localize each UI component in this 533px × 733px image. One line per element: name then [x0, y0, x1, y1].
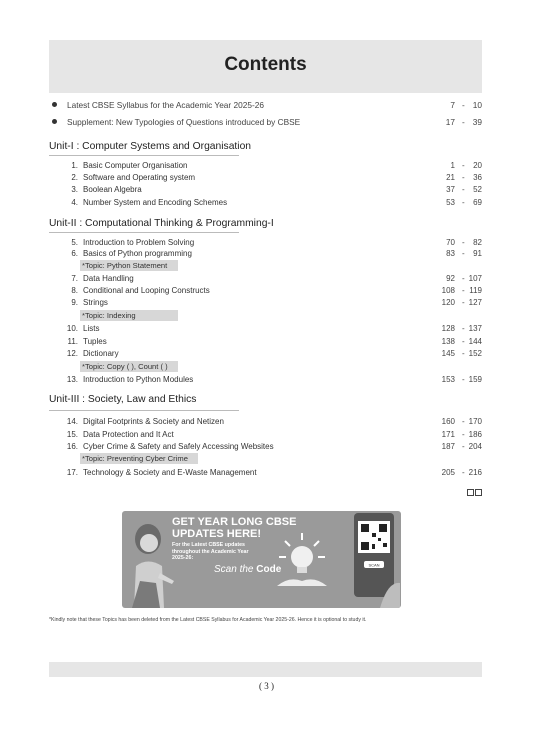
chapter-title: Digital Footprints & Society and Netizen [83, 417, 224, 426]
intro-item-supplement[interactable]: Supplement: New Typologies of Questions introduced by CBSE 17 - 39 [52, 116, 482, 128]
chapter-row-13[interactable]: 13. Introduction to Python Modules 153 - 159 [66, 375, 482, 384]
chapter-title: Number System and Encoding Schemes [83, 198, 228, 207]
chapter-row-17[interactable]: 17. Technology & Society and E-Waste Management 205 - 216 [66, 468, 482, 477]
bullet-icon [52, 102, 57, 107]
chapter-row-2[interactable]: 2. Software and Operating system 21 - 36 [71, 173, 482, 182]
qr-phone-icon [350, 511, 400, 608]
girl-illustration-icon [126, 521, 176, 608]
chapter-row-9[interactable]: 9. Strings 120 - 127 [71, 298, 482, 307]
chapter-row-4[interactable]: 4. Number System and Encoding Schemes 53 - 69 [71, 198, 482, 207]
chapter-title: Basic Computer Organisation [83, 161, 188, 170]
unit-divider [49, 410, 239, 411]
page-title: Contents [224, 54, 307, 75]
unit-divider [49, 232, 239, 233]
unit-heading-2: Unit-II : Computational Thinking & Programming-I [49, 218, 274, 229]
deleted-topic-badge: *Topic: Preventing Cyber Crime [80, 453, 198, 464]
chapter-title: Basics of Python programming [83, 249, 192, 258]
chapter-row-11[interactable]: 11. Tuples 138 - 144 [67, 337, 482, 346]
chapter-title: Strings [83, 298, 108, 307]
chapter-row-8[interactable]: 8. Conditional and Looping Constructs 108 - 119 [71, 286, 482, 295]
chapter-row-5[interactable]: 5. Introduction to Problem Solving 70 - 82 [71, 238, 482, 247]
deleted-topic-badge: *Topic: Copy ( ), Count ( ) [80, 361, 178, 372]
chapter-title: Lists [83, 324, 100, 333]
chapter-row-16[interactable]: 16. Cyber Crime & Safety and Safely Accessing Websites 187 - 204 [66, 442, 482, 451]
chapter-row-1[interactable]: 1. Basic Computer Organisation 1 - 20 [71, 161, 482, 170]
unit-heading-1: Unit-I : Computer Systems and Organisation [49, 141, 252, 152]
chapter-title: Introduction to Python Modules [83, 375, 194, 384]
intro-label: Latest CBSE Syllabus for the Academic Year 2025-26 [67, 100, 264, 110]
cbse-updates-banner[interactable] [122, 511, 401, 608]
scan-code-text: Scan the Code [214, 564, 282, 575]
chapter-row-7[interactable]: 7. Data Handling 92 - 107 [71, 274, 482, 283]
unit-divider [49, 155, 239, 156]
chapter-title: Data Protection and It Act [83, 430, 174, 439]
page-number: ( 3 ) [259, 681, 274, 691]
scan-button-label: SCAN [368, 562, 380, 568]
chapter-row-3[interactable]: 3. Boolean Algebra 37 - 52 [71, 185, 482, 194]
footer-band [49, 662, 482, 677]
chapter-title: Technology & Society and E-Waste Management [83, 468, 257, 477]
deleted-topic-badge: *Topic: Indexing [80, 310, 178, 321]
chapter-title: Software and Operating system [83, 173, 196, 182]
chapter-row-10[interactable]: 10. Lists 128 - 137 [66, 324, 482, 333]
chapter-title: Boolean Algebra [83, 185, 142, 194]
end-of-section-mark [467, 483, 483, 491]
lightbulb-icon [277, 531, 327, 586]
banner-title: GET YEAR LONG CBSE UPDATES HERE! [172, 516, 297, 540]
chapter-title: Tuples [83, 337, 107, 346]
header-band [49, 40, 482, 93]
unit-heading-3: Unit-III : Society, Law and Ethics [49, 394, 197, 405]
bullet-icon [52, 119, 57, 124]
intro-label: Supplement: New Typologies of Questions introduced by CBSE [67, 117, 301, 127]
chapter-title: Conditional and Looping Constructs [83, 286, 210, 295]
chapter-row-6[interactable]: 6. Basics of Python programming 83 - 91 [71, 249, 482, 258]
chapter-title: Dictionary [83, 349, 119, 358]
chapter-title: Cyber Crime & Safety and Safely Accessing Websites [83, 442, 274, 451]
chapter-row-12[interactable]: 12. Dictionary 145 - 152 [66, 349, 482, 358]
chapter-title: Introduction to Problem Solving [83, 238, 195, 247]
chapter-row-15[interactable]: 15. Data Protection and It Act 171 - 186 [66, 430, 482, 439]
chapter-row-14[interactable]: 14. Digital Footprints & Society and Netizen 160 - 170 [66, 417, 482, 426]
intro-item-syllabus[interactable]: Latest CBSE Syllabus for the Academic Year 2025-26 7 - 10 [52, 99, 482, 111]
banner-subtitle: For the Latest CBSE updates throughout the Academic Year 2025-26: [172, 542, 249, 561]
footnote-text: *Kindly note that these Topics has been deleted from the Latest CBSE Syllabus for Academic Year 2025-26. Hence it is optional to study it. [49, 617, 367, 623]
deleted-topic-badge: *Topic: Python Statement [80, 260, 178, 271]
chapter-title: Data Handling [83, 274, 134, 283]
